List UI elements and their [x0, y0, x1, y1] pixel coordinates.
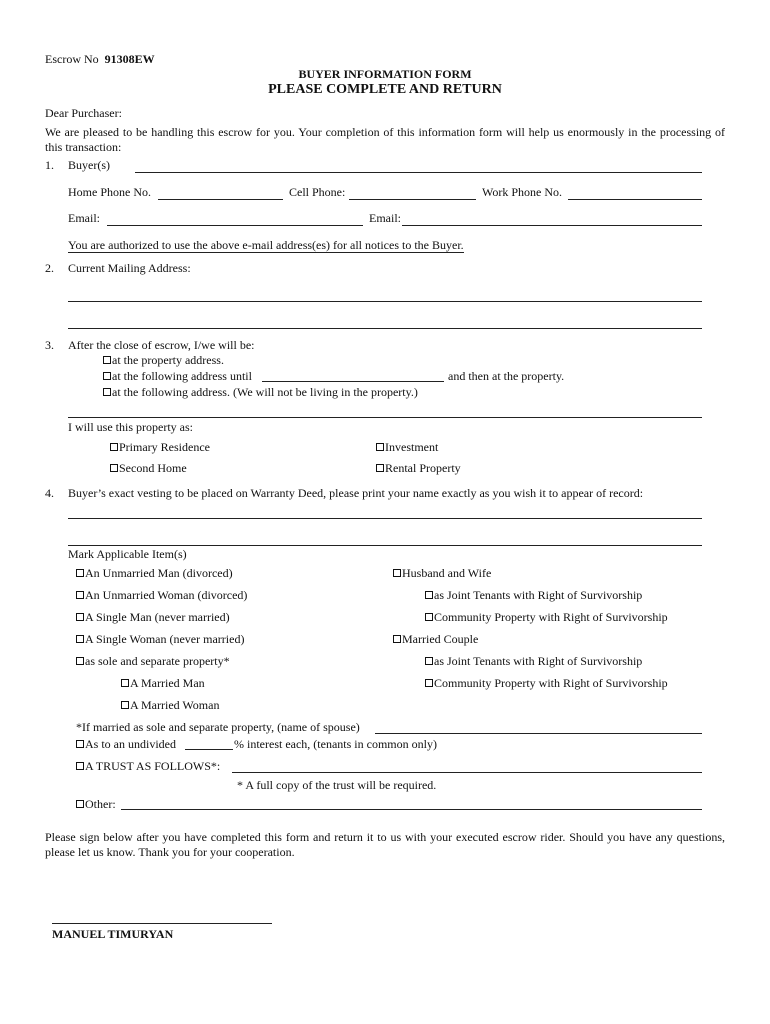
checkbox-icon[interactable] — [393, 569, 401, 577]
vesting-married-man[interactable]: A Married Man — [121, 676, 205, 690]
checkbox-icon[interactable] — [376, 443, 384, 451]
email-1-field[interactable] — [107, 225, 363, 226]
spouse-note: *If married as sole and separate property, (name of spouse) — [76, 720, 360, 734]
spouse-name-field[interactable] — [375, 733, 702, 734]
use-rental-property[interactable]: Rental Property — [376, 461, 461, 475]
email-2-field[interactable] — [402, 225, 702, 226]
greeting: Dear Purchaser: — [45, 106, 122, 120]
vesting-single-woman[interactable]: A Single Woman (never married) — [76, 632, 244, 646]
mailing-address-line-1[interactable] — [68, 301, 702, 302]
checkbox-icon[interactable] — [76, 613, 84, 621]
checkbox-icon[interactable] — [76, 657, 84, 665]
intro-paragraph: We are pleased to be handling this escrow for you. Your completion of this information form will help us enormously in the processing of this transaction: — [45, 125, 725, 154]
work-phone-label: Work Phone No. — [482, 185, 563, 199]
checkbox-icon[interactable] — [103, 372, 111, 380]
option-property-address[interactable]: at the property address. — [103, 353, 224, 367]
escrow-number: 91308EW — [104, 52, 155, 66]
vesting-unmarried-woman[interactable]: An Unmarried Woman (divorced) — [76, 588, 247, 602]
vesting-sole-separate[interactable]: as sole and separate property* — [76, 654, 230, 668]
checkbox-icon[interactable] — [121, 701, 129, 709]
after-close-label: After the close of escrow, I/we will be: — [68, 338, 255, 352]
vesting-single-man[interactable]: A Single Man (never married) — [76, 610, 230, 624]
section-3-number: 3. — [45, 338, 54, 352]
form-subtitle: PLEASE COMPLETE AND RETURN — [268, 82, 502, 97]
checkbox-icon[interactable] — [425, 679, 433, 687]
home-phone-field[interactable] — [158, 199, 283, 200]
undivided-percent-field[interactable] — [185, 749, 233, 750]
checkbox-icon[interactable] — [76, 635, 84, 643]
option-not-living[interactable]: at the following address. (We will not be living in the property.) — [103, 385, 418, 399]
trust-field[interactable] — [232, 772, 702, 773]
vesting-married-woman[interactable]: A Married Woman — [121, 698, 219, 712]
trust-note: * A full copy of the trust will be required. — [237, 778, 437, 792]
checkbox-icon[interactable] — [76, 800, 84, 808]
mailing-address-label: Current Mailing Address: — [68, 261, 191, 275]
vesting-mc-community[interactable]: Community Property with Right of Survivorship — [425, 676, 668, 690]
form-title: BUYER INFORMATION FORM — [298, 67, 472, 81]
checkbox-icon[interactable] — [425, 657, 433, 665]
cell-phone-field[interactable] — [349, 199, 476, 200]
checkbox-icon[interactable] — [76, 762, 84, 770]
vesting-mc-joint-tenants[interactable]: as Joint Tenants with Right of Survivorship — [425, 654, 642, 668]
mark-items-label: Mark Applicable Item(s) — [68, 547, 187, 561]
checkbox-icon[interactable] — [393, 635, 401, 643]
option-following-address-until[interactable]: at the following address until — [103, 369, 252, 383]
buyers-label: Buyer(s) — [68, 158, 110, 172]
work-phone-field[interactable] — [568, 199, 702, 200]
signer-name: MANUEL TIMURYAN — [52, 927, 174, 941]
use-investment[interactable]: Investment — [376, 440, 438, 454]
vesting-undivided[interactable]: As to an undivided — [76, 737, 176, 751]
closing-paragraph: Please sign below after you have completed this form and return it to us with your executed escrow rider. Should you have any questions, please let us know. Thank you for your cooperation. — [45, 830, 725, 859]
vesting-line-1[interactable] — [68, 518, 702, 519]
checkbox-icon[interactable] — [103, 388, 111, 396]
checkbox-icon[interactable] — [76, 591, 84, 599]
checkbox-icon[interactable] — [121, 679, 129, 687]
buyers-name-field[interactable] — [135, 172, 702, 173]
escrow-number-row — [45, 52, 155, 66]
email-1-label: Email: — [68, 211, 100, 225]
section-2-number: 2. — [45, 261, 54, 275]
checkbox-icon[interactable] — [425, 591, 433, 599]
other-field[interactable] — [121, 809, 702, 810]
vesting-married-couple[interactable]: Married Couple — [393, 632, 478, 646]
email-2-label: Email: — [369, 211, 401, 225]
checkbox-icon[interactable] — [76, 569, 84, 577]
cell-phone-label: Cell Phone: — [289, 185, 346, 199]
checkbox-icon[interactable] — [110, 464, 118, 472]
until-date-field[interactable] — [262, 381, 444, 382]
then-at-property-text: and then at the property. — [448, 369, 565, 383]
use-primary-residence[interactable]: Primary Residence — [110, 440, 210, 454]
checkbox-icon[interactable] — [110, 443, 118, 451]
mailing-address-line-2[interactable] — [68, 328, 702, 329]
use-second-home[interactable]: Second Home — [110, 461, 187, 475]
vesting-hw-community[interactable]: Community Property with Right of Survivorship — [425, 610, 668, 624]
escrow-label: Escrow No — [45, 52, 99, 66]
checkbox-icon[interactable] — [76, 740, 84, 748]
checkbox-icon[interactable] — [103, 356, 111, 364]
section-1-number: 1. — [45, 158, 54, 172]
vesting-unmarried-man[interactable]: An Unmarried Man (divorced) — [76, 566, 233, 580]
checkbox-icon[interactable] — [376, 464, 384, 472]
vesting-husband-wife[interactable]: Husband and Wife — [393, 566, 491, 580]
vesting-label: Buyer’s exact vesting to be placed on Warranty Deed, please print your name exactly as you wish it to appear of record: — [68, 486, 644, 500]
home-phone-label: Home Phone No. — [68, 185, 151, 199]
checkbox-icon[interactable] — [425, 613, 433, 621]
vesting-hw-joint-tenants[interactable]: as Joint Tenants with Right of Survivorship — [425, 588, 642, 602]
email-notice: You are authorized to use the above e-mail address(es) for all notices to the Buyer. — [68, 238, 464, 252]
undivided-interest-text: % interest each, (tenants in common only) — [234, 737, 437, 751]
section-4-number: 4. — [45, 486, 54, 500]
signature-line[interactable] — [52, 923, 272, 924]
vesting-line-2[interactable] — [68, 545, 702, 546]
vesting-trust[interactable]: A TRUST AS FOLLOWS*: — [76, 759, 220, 773]
following-address-field[interactable] — [68, 417, 702, 418]
vesting-other[interactable]: Other: — [76, 797, 116, 811]
property-use-label: I will use this property as: — [68, 420, 193, 434]
